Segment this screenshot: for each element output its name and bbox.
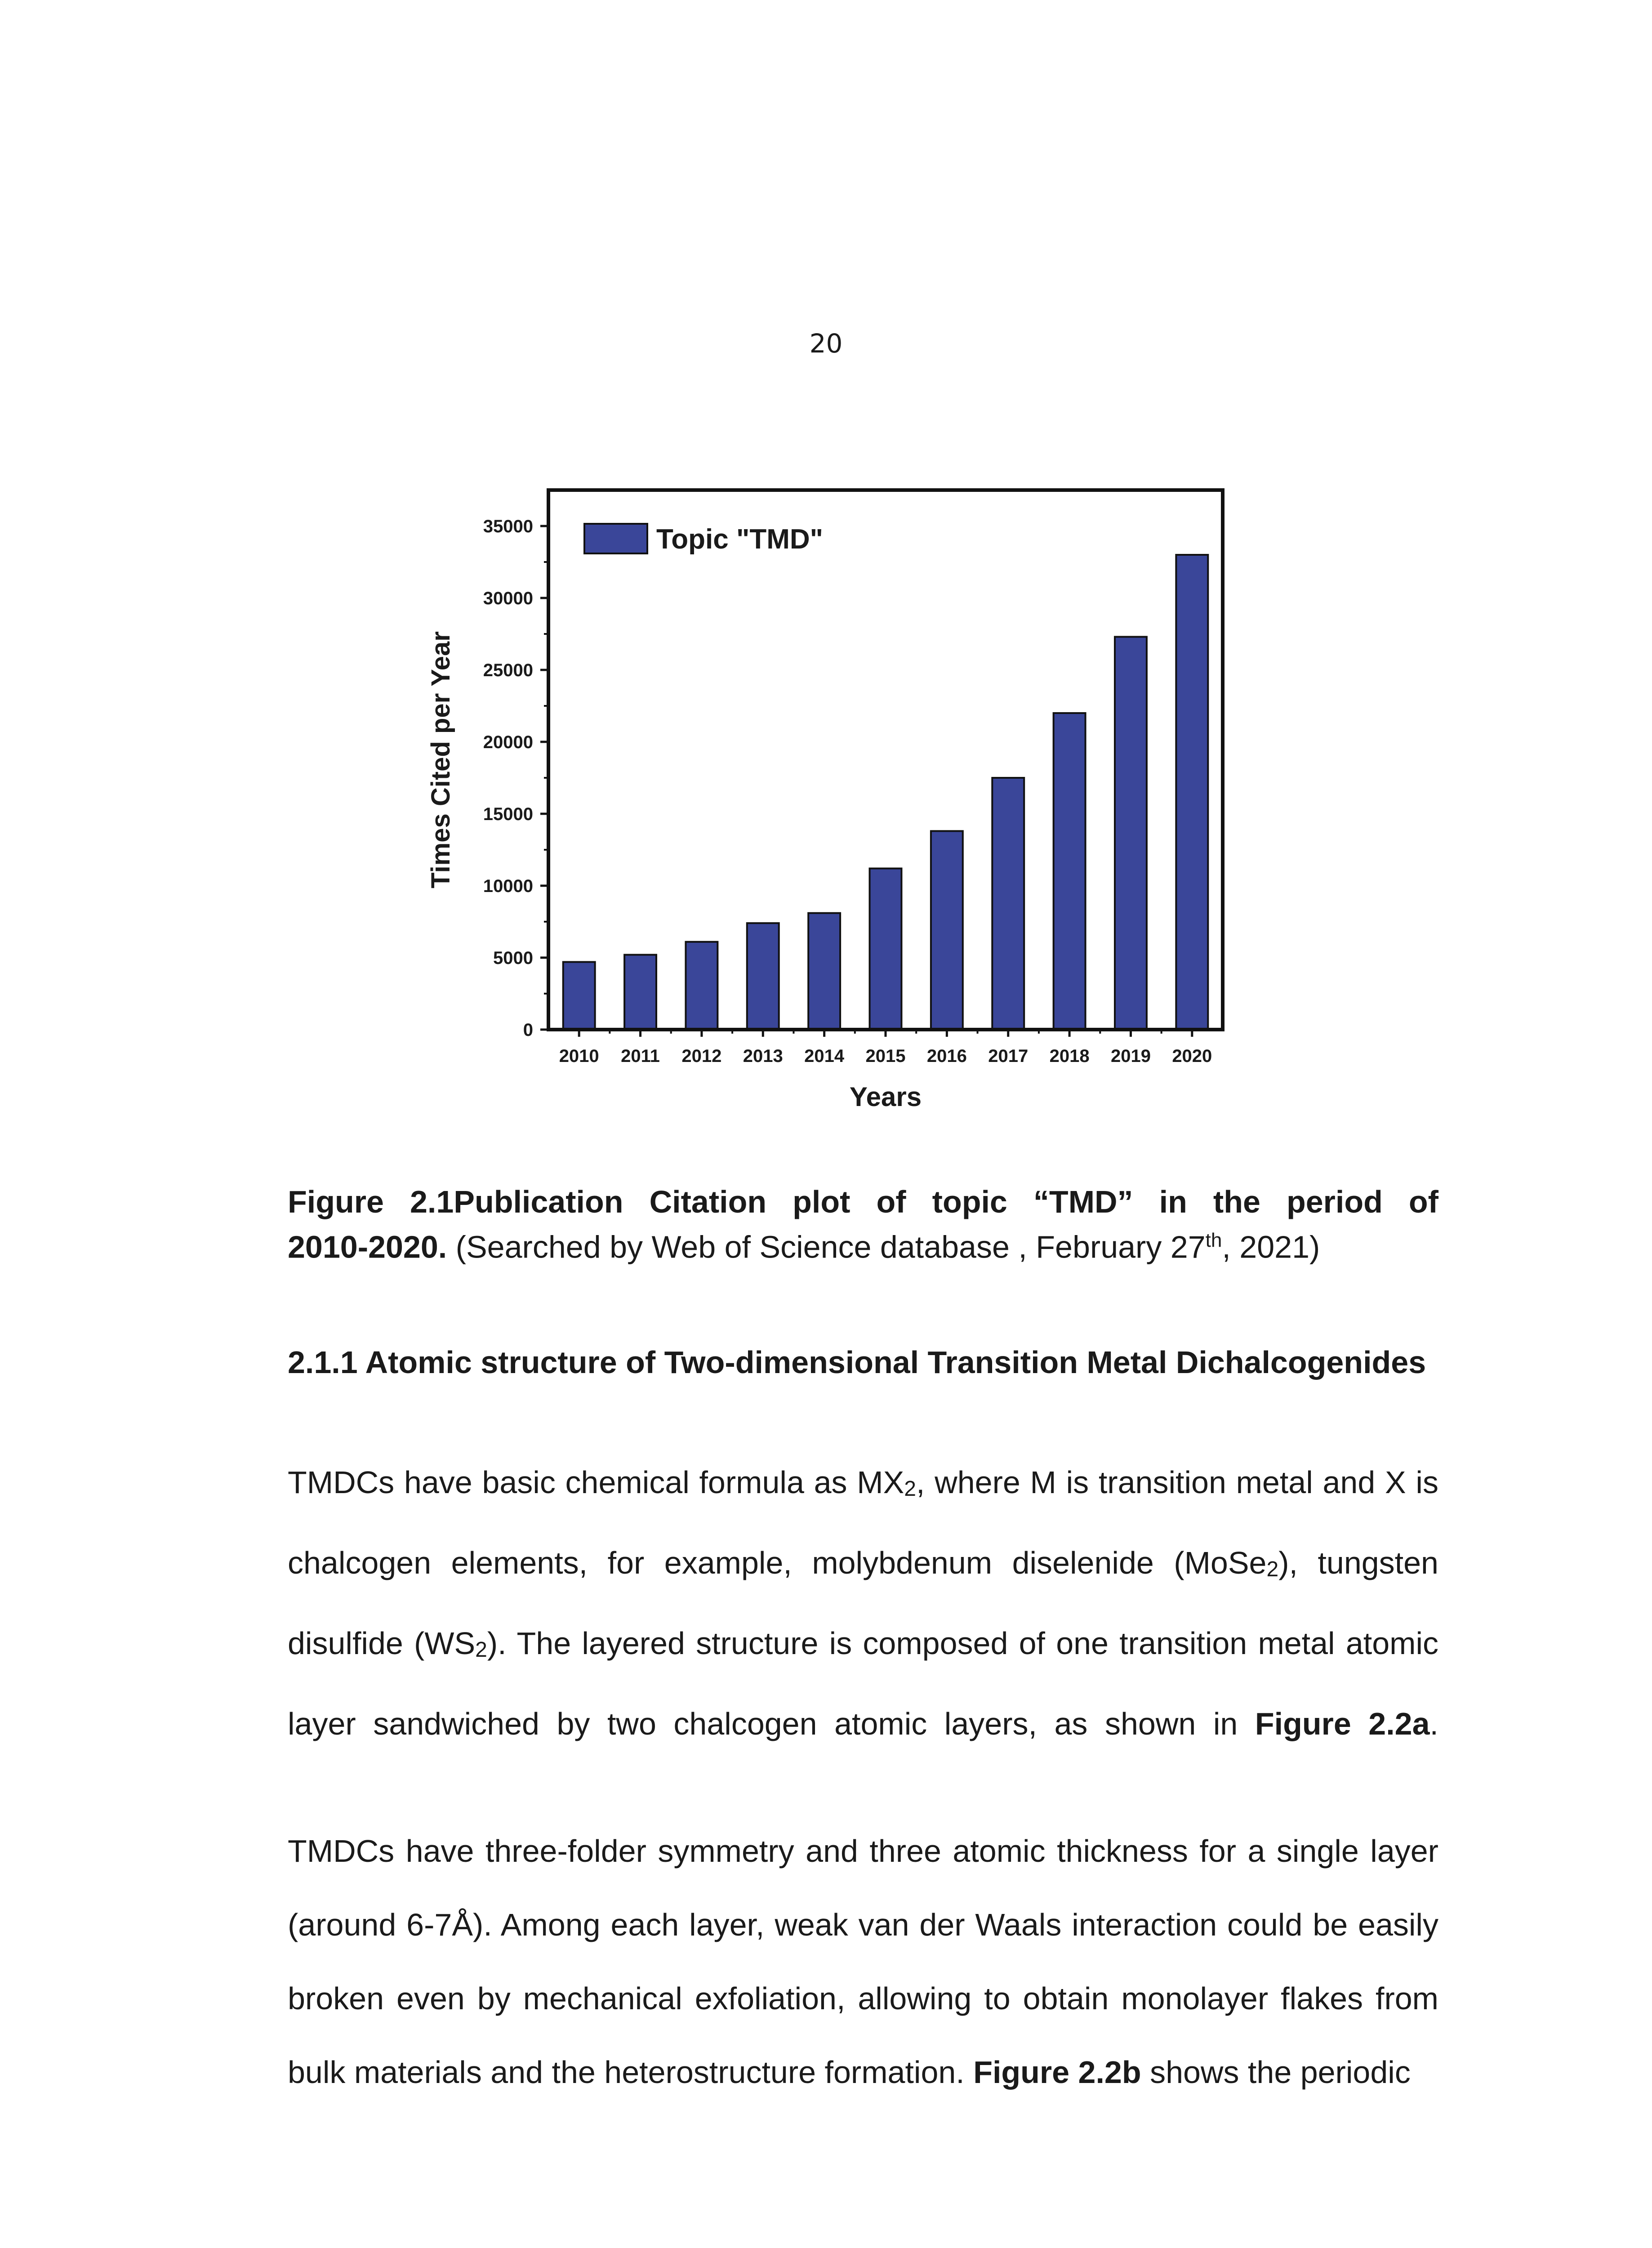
y-tick-label: 5000: [493, 948, 533, 968]
caption-text: (Searched by Web of Science database , February 27: [447, 1229, 1206, 1265]
bar-2020: [1176, 555, 1208, 1030]
x-tick-label: 2011: [621, 1046, 660, 1066]
paragraph-1: [288, 1445, 1438, 1761]
citation-bar-chart: [414, 468, 1250, 1142]
x-tick-label: 2020: [1172, 1046, 1212, 1066]
y-tick-label: 20000: [483, 732, 533, 752]
caption-text-end: , 2021): [1222, 1229, 1320, 1265]
x-axis-label: Years: [849, 1082, 922, 1112]
p2-text-a: TMDCs have three-folder symmetry and three atomic thickness for a single layer (around 6-7Å). Among each layer, weak van der Waals interaction could be easily broken even by mechanical exfoliation, allowing to obtain monolayer flakes from bulk materials and the heterostructure formation.: [288, 1833, 1438, 2090]
section-heading: 2.1.1 Atomic structure of Two-dimensional Transition Metal Dichalcogenides: [288, 1345, 1426, 1380]
y-tick-label: 35000: [483, 517, 533, 536]
bar-2017: [992, 778, 1024, 1030]
p1-subscript: 2: [475, 1638, 487, 1662]
p1-subscript: 2: [904, 1477, 916, 1501]
bar-2012: [686, 942, 717, 1030]
p2-text-b: shows the periodic: [1141, 2055, 1411, 2090]
legend-label: Topic "TMD": [656, 524, 824, 555]
bar-2018: [1054, 713, 1086, 1030]
p1-text-d: ). The layered structure is composed of one transition metal atomic layer sandwiched by two chalcogen atomic layers, as shown in: [288, 1626, 1438, 1741]
figure-caption: [288, 1182, 1438, 1266]
p1-text-e: .: [1429, 1706, 1438, 1741]
y-tick-label: 10000: [483, 876, 533, 896]
bar-2019: [1115, 637, 1147, 1030]
x-tick-label: 2013: [743, 1046, 783, 1066]
bar-2016: [931, 831, 963, 1030]
p1-text-b: , where M is transition metal and X is chalcogen elements, for example, molybdenum diselenide (MoSe: [288, 1465, 1438, 1580]
figure-reference: Figure 2.2a: [1255, 1706, 1430, 1741]
p1-subscript: 2: [1266, 1557, 1279, 1581]
x-tick-label: 2012: [681, 1046, 722, 1066]
bar-2014: [808, 913, 840, 1030]
p1-text-c: ), tungsten disulfide (WS: [288, 1545, 1438, 1661]
bar-2015: [870, 869, 902, 1030]
caption-label: Figure 2.1Publication Citation plot of topic “TMD” in the period of: [288, 1184, 1438, 1219]
figure-reference: Figure 2.2b: [973, 2055, 1141, 2090]
x-tick-label: 2019: [1110, 1046, 1151, 1066]
x-tick-label: 2010: [559, 1046, 599, 1066]
y-tick-label: 30000: [483, 589, 533, 608]
x-tick-label: 2017: [988, 1046, 1029, 1066]
x-tick-label: 2018: [1049, 1046, 1090, 1066]
y-tick-label: 25000: [483, 660, 533, 680]
bar-2011: [624, 955, 656, 1030]
legend-swatch: [584, 524, 647, 553]
caption-label-end: 2010-2020.: [288, 1229, 447, 1265]
x-tick-label: 2014: [804, 1046, 845, 1066]
paragraph-2: [288, 1814, 1438, 2109]
x-tick-label: 2016: [926, 1046, 967, 1066]
y-axis-label: Times Cited per Year: [426, 631, 455, 888]
x-tick-label: 2015: [865, 1046, 906, 1066]
bar-2013: [747, 923, 779, 1030]
y-tick-label: 0: [523, 1020, 533, 1040]
p1-text-a: TMDCs have basic chemical formula as MX: [288, 1465, 904, 1500]
y-tick-label: 15000: [483, 804, 533, 824]
page-number: 20: [809, 328, 843, 359]
bar-2010: [563, 962, 595, 1030]
caption-superscript: th: [1205, 1229, 1222, 1251]
